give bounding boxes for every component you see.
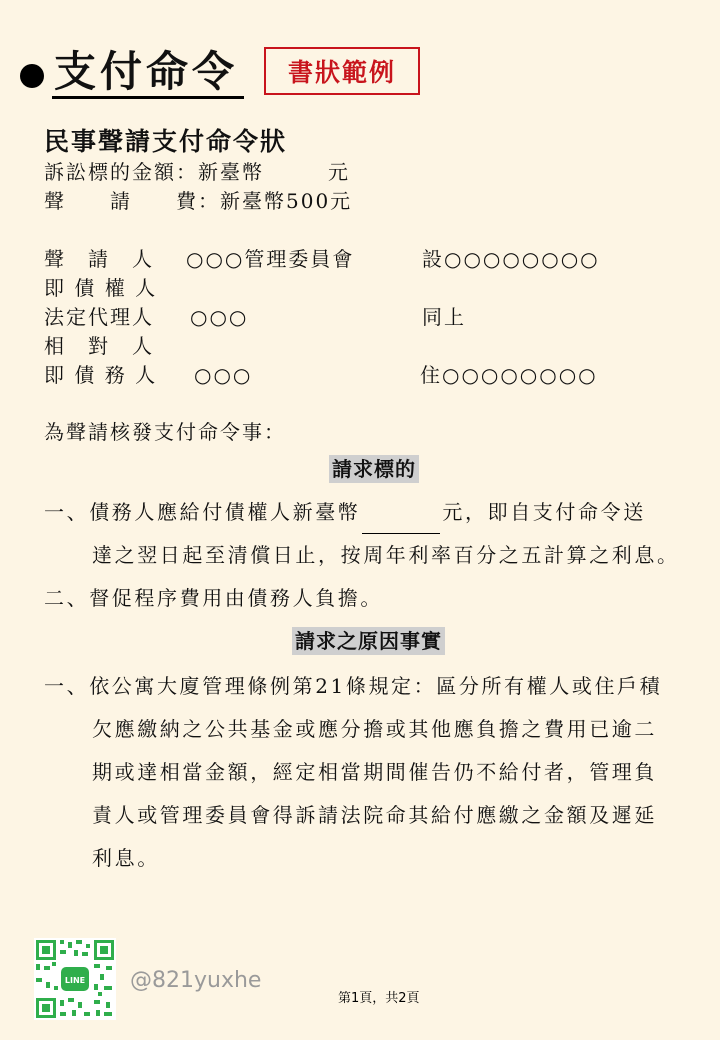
purpose-statement: 為聲請核發支付命令事： [44,420,286,444]
debtor-address: 住○○○○○○○○ [420,363,598,387]
reasons-heading: 請求之原因事實 [292,627,445,655]
fee-line: 聲 請 費：新臺幣500元 [44,189,353,213]
claim-amount-unit: 元 [328,160,350,184]
claim-amount-line [44,158,264,186]
line-handle: @821yuxhe [130,968,262,993]
applicant-address: 設○○○○○○○○ [422,247,600,271]
reason-line-2: 欠應繳納之公共基金或應分擔或其他應負擔之費用已逾二 [92,717,657,741]
legal-rep-address: 同上 [422,305,466,329]
page-title: 支付命令 [54,47,239,96]
amount-blank [362,509,440,534]
qr-code-icon [34,938,116,1020]
reason-line-4: 責人或管理委員會得訴請法院命其給付應繳之金額及遲延 [92,803,657,827]
opponent-label: 相 對 人 [44,334,154,358]
reason-line-1: 一、依公寓大廈管理條例第21條規定：區分所有權人或住戶積 [44,674,663,698]
legal-rep-label: 法定代理人 [44,305,154,329]
applicant-label: 聲 請 人 [44,247,154,271]
creditor-label: 即 債 權 人 [44,276,158,300]
document-title: 民事聲請支付命令狀 [44,127,288,156]
claim-item-1-text-a: 一、債務人應給付債權人新臺幣 [44,500,361,524]
title-underline [52,96,244,99]
reason-line-3: 期或達相當金額，經定相當期間催告仍不給付者，管理負 [92,760,657,784]
qr-line-label: LINE [64,976,86,985]
page-indicator: 第1頁，共2頁 [338,991,420,1006]
line-qr-code[interactable] [34,938,116,1020]
reason-line-5: 利息。 [92,846,160,870]
sample-badge: 書狀範例 [264,47,420,95]
claim-item-2: 二、督促程序費用由債務人負擔。 [44,586,383,610]
claims-heading: 請求標的 [329,455,419,483]
debtor-name: ○○○ [194,363,253,387]
claim-amount-label: 訴訟標的金額：新臺幣 [44,160,264,184]
claim-item-1-line-2: 達之翌日起至清償日止，按周年利率百分之五計算之利息。 [92,543,680,567]
title-bullet-icon [20,64,44,88]
claim-item-1-line-1 [44,491,646,534]
claim-item-1-text-b: 元，即自支付命令送 [442,500,646,524]
legal-rep-name: ○○○ [190,305,249,329]
debtor-label: 即 債 務 人 [44,363,158,387]
applicant-name: ○○○管理委員會 [186,247,355,271]
